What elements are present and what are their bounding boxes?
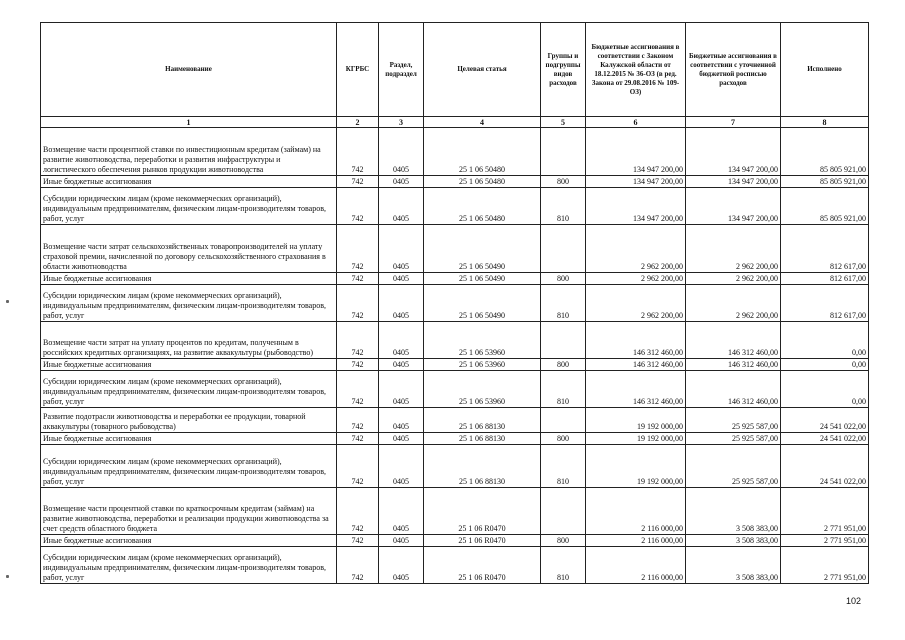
row-budget-refined: 134 947 200,00 xyxy=(686,188,781,225)
binding-hole-mark xyxy=(6,300,9,303)
row-budget-refined: 2 962 200,00 xyxy=(686,273,781,285)
column-number: 7 xyxy=(686,117,781,128)
row-article: 25 1 06 R0470 xyxy=(424,547,541,584)
row-budget-refined: 3 508 383,00 xyxy=(686,535,781,547)
table-row xyxy=(41,488,869,535)
row-name: Субсидии юридическим лицам (кроме некоммерческих организаций), индивидуальным предпринимателям, физическим лицам-производителям товаров, работ, услуг xyxy=(41,371,337,408)
row-name: Субсидии юридическим лицам (кроме некоммерческих организаций), индивидуальным предпринимателям, физическим лицам-производителям товаров, работ, услуг xyxy=(41,188,337,225)
row-execution: 812 617,00 xyxy=(781,273,869,285)
row-section: 0405 xyxy=(379,488,424,535)
row-article: 25 1 06 R0470 xyxy=(424,488,541,535)
row-section: 0405 xyxy=(379,433,424,445)
row-article: 25 1 06 50490 xyxy=(424,225,541,273)
row-article: 25 1 06 53960 xyxy=(424,359,541,371)
table-row xyxy=(41,188,869,225)
table-row xyxy=(41,273,869,285)
row-execution: 24 541 022,00 xyxy=(781,408,869,433)
header-section: Раздел, подраздел xyxy=(379,23,424,117)
table-row xyxy=(41,176,869,188)
row-name: Иные бюджетные ассигнования xyxy=(41,433,337,445)
row-group xyxy=(541,225,586,273)
row-section: 0405 xyxy=(379,547,424,584)
row-section: 0405 xyxy=(379,285,424,322)
row-section: 0405 xyxy=(379,371,424,408)
row-budget-refined: 134 947 200,00 xyxy=(686,176,781,188)
header-article: Целевая статья xyxy=(424,23,541,117)
column-number: 5 xyxy=(541,117,586,128)
row-kgrbs: 742 xyxy=(337,488,379,535)
row-kgrbs: 742 xyxy=(337,445,379,488)
column-number-row xyxy=(41,117,869,128)
row-article: 25 1 06 R0470 xyxy=(424,535,541,547)
row-article: 25 1 06 50490 xyxy=(424,285,541,322)
row-article: 25 1 06 53960 xyxy=(424,371,541,408)
row-execution: 812 617,00 xyxy=(781,225,869,273)
row-section: 0405 xyxy=(379,535,424,547)
header-budget-law: Бюджетные ассигнования в соответствии с Законом Калужской области от 18.12.2015 № 36-ОЗ (в ред. Закона от 29.08.2016 № 109-ОЗ) xyxy=(586,23,686,117)
row-budget-law: 2 962 200,00 xyxy=(586,285,686,322)
column-number: 3 xyxy=(379,117,424,128)
row-section: 0405 xyxy=(379,128,424,176)
column-number: 4 xyxy=(424,117,541,128)
row-article: 25 1 06 50480 xyxy=(424,188,541,225)
row-group xyxy=(541,488,586,535)
row-kgrbs: 742 xyxy=(337,176,379,188)
column-number: 1 xyxy=(41,117,337,128)
table-row xyxy=(41,359,869,371)
row-budget-refined: 25 925 587,00 xyxy=(686,433,781,445)
row-execution: 24 541 022,00 xyxy=(781,433,869,445)
row-section: 0405 xyxy=(379,176,424,188)
header-execution: Исполнено xyxy=(781,23,869,117)
row-budget-law: 2 116 000,00 xyxy=(586,488,686,535)
row-article: 25 1 06 88130 xyxy=(424,408,541,433)
row-budget-refined: 134 947 200,00 xyxy=(686,128,781,176)
row-name: Иные бюджетные ассигнования xyxy=(41,535,337,547)
column-number: 2 xyxy=(337,117,379,128)
row-kgrbs: 742 xyxy=(337,371,379,408)
header-name: Наименование xyxy=(41,23,337,117)
row-name: Субсидии юридическим лицам (кроме некоммерческих организаций), индивидуальным предпринимателям, физическим лицам-производителям товаров, работ, услуг xyxy=(41,547,337,584)
row-kgrbs: 742 xyxy=(337,225,379,273)
header-budget-refined: Бюджетные ассигнования в соответствии с уточненной бюджетной росписью расходов xyxy=(686,23,781,117)
row-budget-law: 134 947 200,00 xyxy=(586,176,686,188)
row-name: Иные бюджетные ассигнования xyxy=(41,359,337,371)
row-article: 25 1 06 50480 xyxy=(424,128,541,176)
row-kgrbs: 742 xyxy=(337,408,379,433)
row-kgrbs: 742 xyxy=(337,359,379,371)
table-header-row xyxy=(41,23,869,117)
row-section: 0405 xyxy=(379,408,424,433)
row-article: 25 1 06 88130 xyxy=(424,433,541,445)
table-row xyxy=(41,285,869,322)
row-budget-law: 19 192 000,00 xyxy=(586,433,686,445)
header-kgrbs: КГРБС xyxy=(337,23,379,117)
row-budget-refined: 146 312 460,00 xyxy=(686,322,781,359)
row-budget-law: 19 192 000,00 xyxy=(586,408,686,433)
row-group: 810 xyxy=(541,188,586,225)
row-budget-law: 134 947 200,00 xyxy=(586,128,686,176)
row-group: 800 xyxy=(541,433,586,445)
row-budget-law: 2 962 200,00 xyxy=(586,273,686,285)
row-execution: 2 771 951,00 xyxy=(781,535,869,547)
budget-table xyxy=(40,22,869,584)
row-budget-law: 2 116 000,00 xyxy=(586,547,686,584)
table-row xyxy=(41,547,869,584)
table-row xyxy=(41,371,869,408)
row-group: 800 xyxy=(541,176,586,188)
row-execution: 85 805 921,00 xyxy=(781,188,869,225)
row-name: Развитие подотрасли животноводства и переработки ее продукции, товарной аквакультуры (товарного рыбоводства) xyxy=(41,408,337,433)
row-budget-refined: 146 312 460,00 xyxy=(686,359,781,371)
row-budget-refined: 2 962 200,00 xyxy=(686,285,781,322)
row-group: 800 xyxy=(541,535,586,547)
row-group: 800 xyxy=(541,359,586,371)
row-budget-law: 134 947 200,00 xyxy=(586,188,686,225)
row-name: Возмещение части затрат сельскохозяйственных товаропроизводителей на уплату страховой премии, начисленной по договору сельскохозяйственного страхования в области животноводства xyxy=(41,225,337,273)
row-name: Субсидии юридическим лицам (кроме некоммерческих организаций), индивидуальным предпринимателям, физическим лицам-производителям товаров, работ, услуг xyxy=(41,285,337,322)
row-kgrbs: 742 xyxy=(337,188,379,225)
row-budget-refined: 3 508 383,00 xyxy=(686,488,781,535)
row-kgrbs: 742 xyxy=(337,273,379,285)
row-budget-law: 2 116 000,00 xyxy=(586,535,686,547)
row-name: Возмещение части затрат на уплату процентов по кредитам, полученным в российских кредитных организациях, на развитие аквакультуры (рыбоводство) xyxy=(41,322,337,359)
row-execution: 85 805 921,00 xyxy=(781,128,869,176)
row-name: Иные бюджетные ассигнования xyxy=(41,273,337,285)
row-section: 0405 xyxy=(379,225,424,273)
row-section: 0405 xyxy=(379,359,424,371)
row-execution: 0,00 xyxy=(781,322,869,359)
table-row xyxy=(41,433,869,445)
row-article: 25 1 06 50480 xyxy=(424,176,541,188)
row-name: Возмещение части процентной ставки по инвестиционным кредитам (займам) на развитие животноводства, переработки и развития инфраструктуры и логистического обеспечения рынков продукции животноводства xyxy=(41,128,337,176)
row-budget-refined: 2 962 200,00 xyxy=(686,225,781,273)
row-name: Субсидии юридическим лицам (кроме некоммерческих организаций), индивидуальным предпринимателям, физическим лицам-производителям товаров, работ, услуг xyxy=(41,445,337,488)
row-kgrbs: 742 xyxy=(337,433,379,445)
row-group: 810 xyxy=(541,547,586,584)
table-row xyxy=(41,322,869,359)
row-budget-refined: 3 508 383,00 xyxy=(686,547,781,584)
row-budget-refined: 25 925 587,00 xyxy=(686,408,781,433)
row-budget-law: 2 962 200,00 xyxy=(586,225,686,273)
row-budget-refined: 146 312 460,00 xyxy=(686,371,781,408)
row-execution: 85 805 921,00 xyxy=(781,176,869,188)
row-execution: 24 541 022,00 xyxy=(781,445,869,488)
row-group: 810 xyxy=(541,445,586,488)
table-row xyxy=(41,408,869,433)
row-article: 25 1 06 88130 xyxy=(424,445,541,488)
row-budget-law: 146 312 460,00 xyxy=(586,359,686,371)
binding-hole-mark xyxy=(6,575,9,578)
row-section: 0405 xyxy=(379,322,424,359)
table-body xyxy=(41,128,869,584)
row-kgrbs: 742 xyxy=(337,547,379,584)
table-row xyxy=(41,445,869,488)
row-kgrbs: 742 xyxy=(337,128,379,176)
table-row xyxy=(41,128,869,176)
row-budget-refined: 25 925 587,00 xyxy=(686,445,781,488)
row-section: 0405 xyxy=(379,273,424,285)
row-kgrbs: 742 xyxy=(337,322,379,359)
table-row xyxy=(41,535,869,547)
row-group: 810 xyxy=(541,285,586,322)
row-budget-law: 146 312 460,00 xyxy=(586,371,686,408)
row-group xyxy=(541,128,586,176)
row-execution: 2 771 951,00 xyxy=(781,547,869,584)
row-kgrbs: 742 xyxy=(337,285,379,322)
column-number: 8 xyxy=(781,117,869,128)
header-groups: Группы и подгруппы видов расходов xyxy=(541,23,586,117)
row-group: 810 xyxy=(541,371,586,408)
row-name: Возмещение части процентной ставки по краткосрочным кредитам (займам) на развитие животноводства, переработки и реализации продукции животноводства за счет средств областного бюджета xyxy=(41,488,337,535)
row-budget-law: 19 192 000,00 xyxy=(586,445,686,488)
row-article: 25 1 06 53960 xyxy=(424,322,541,359)
row-section: 0405 xyxy=(379,188,424,225)
row-section: 0405 xyxy=(379,445,424,488)
row-group xyxy=(541,322,586,359)
row-execution: 812 617,00 xyxy=(781,285,869,322)
row-group: 800 xyxy=(541,273,586,285)
row-budget-law: 146 312 460,00 xyxy=(586,322,686,359)
row-execution: 0,00 xyxy=(781,371,869,408)
table-row xyxy=(41,225,869,273)
page-number: 102 xyxy=(845,596,861,606)
row-execution: 0,00 xyxy=(781,359,869,371)
row-execution: 2 771 951,00 xyxy=(781,488,869,535)
column-number: 6 xyxy=(586,117,686,128)
row-kgrbs: 742 xyxy=(337,535,379,547)
row-article: 25 1 06 50490 xyxy=(424,273,541,285)
row-group xyxy=(541,408,586,433)
row-name: Иные бюджетные ассигнования xyxy=(41,176,337,188)
